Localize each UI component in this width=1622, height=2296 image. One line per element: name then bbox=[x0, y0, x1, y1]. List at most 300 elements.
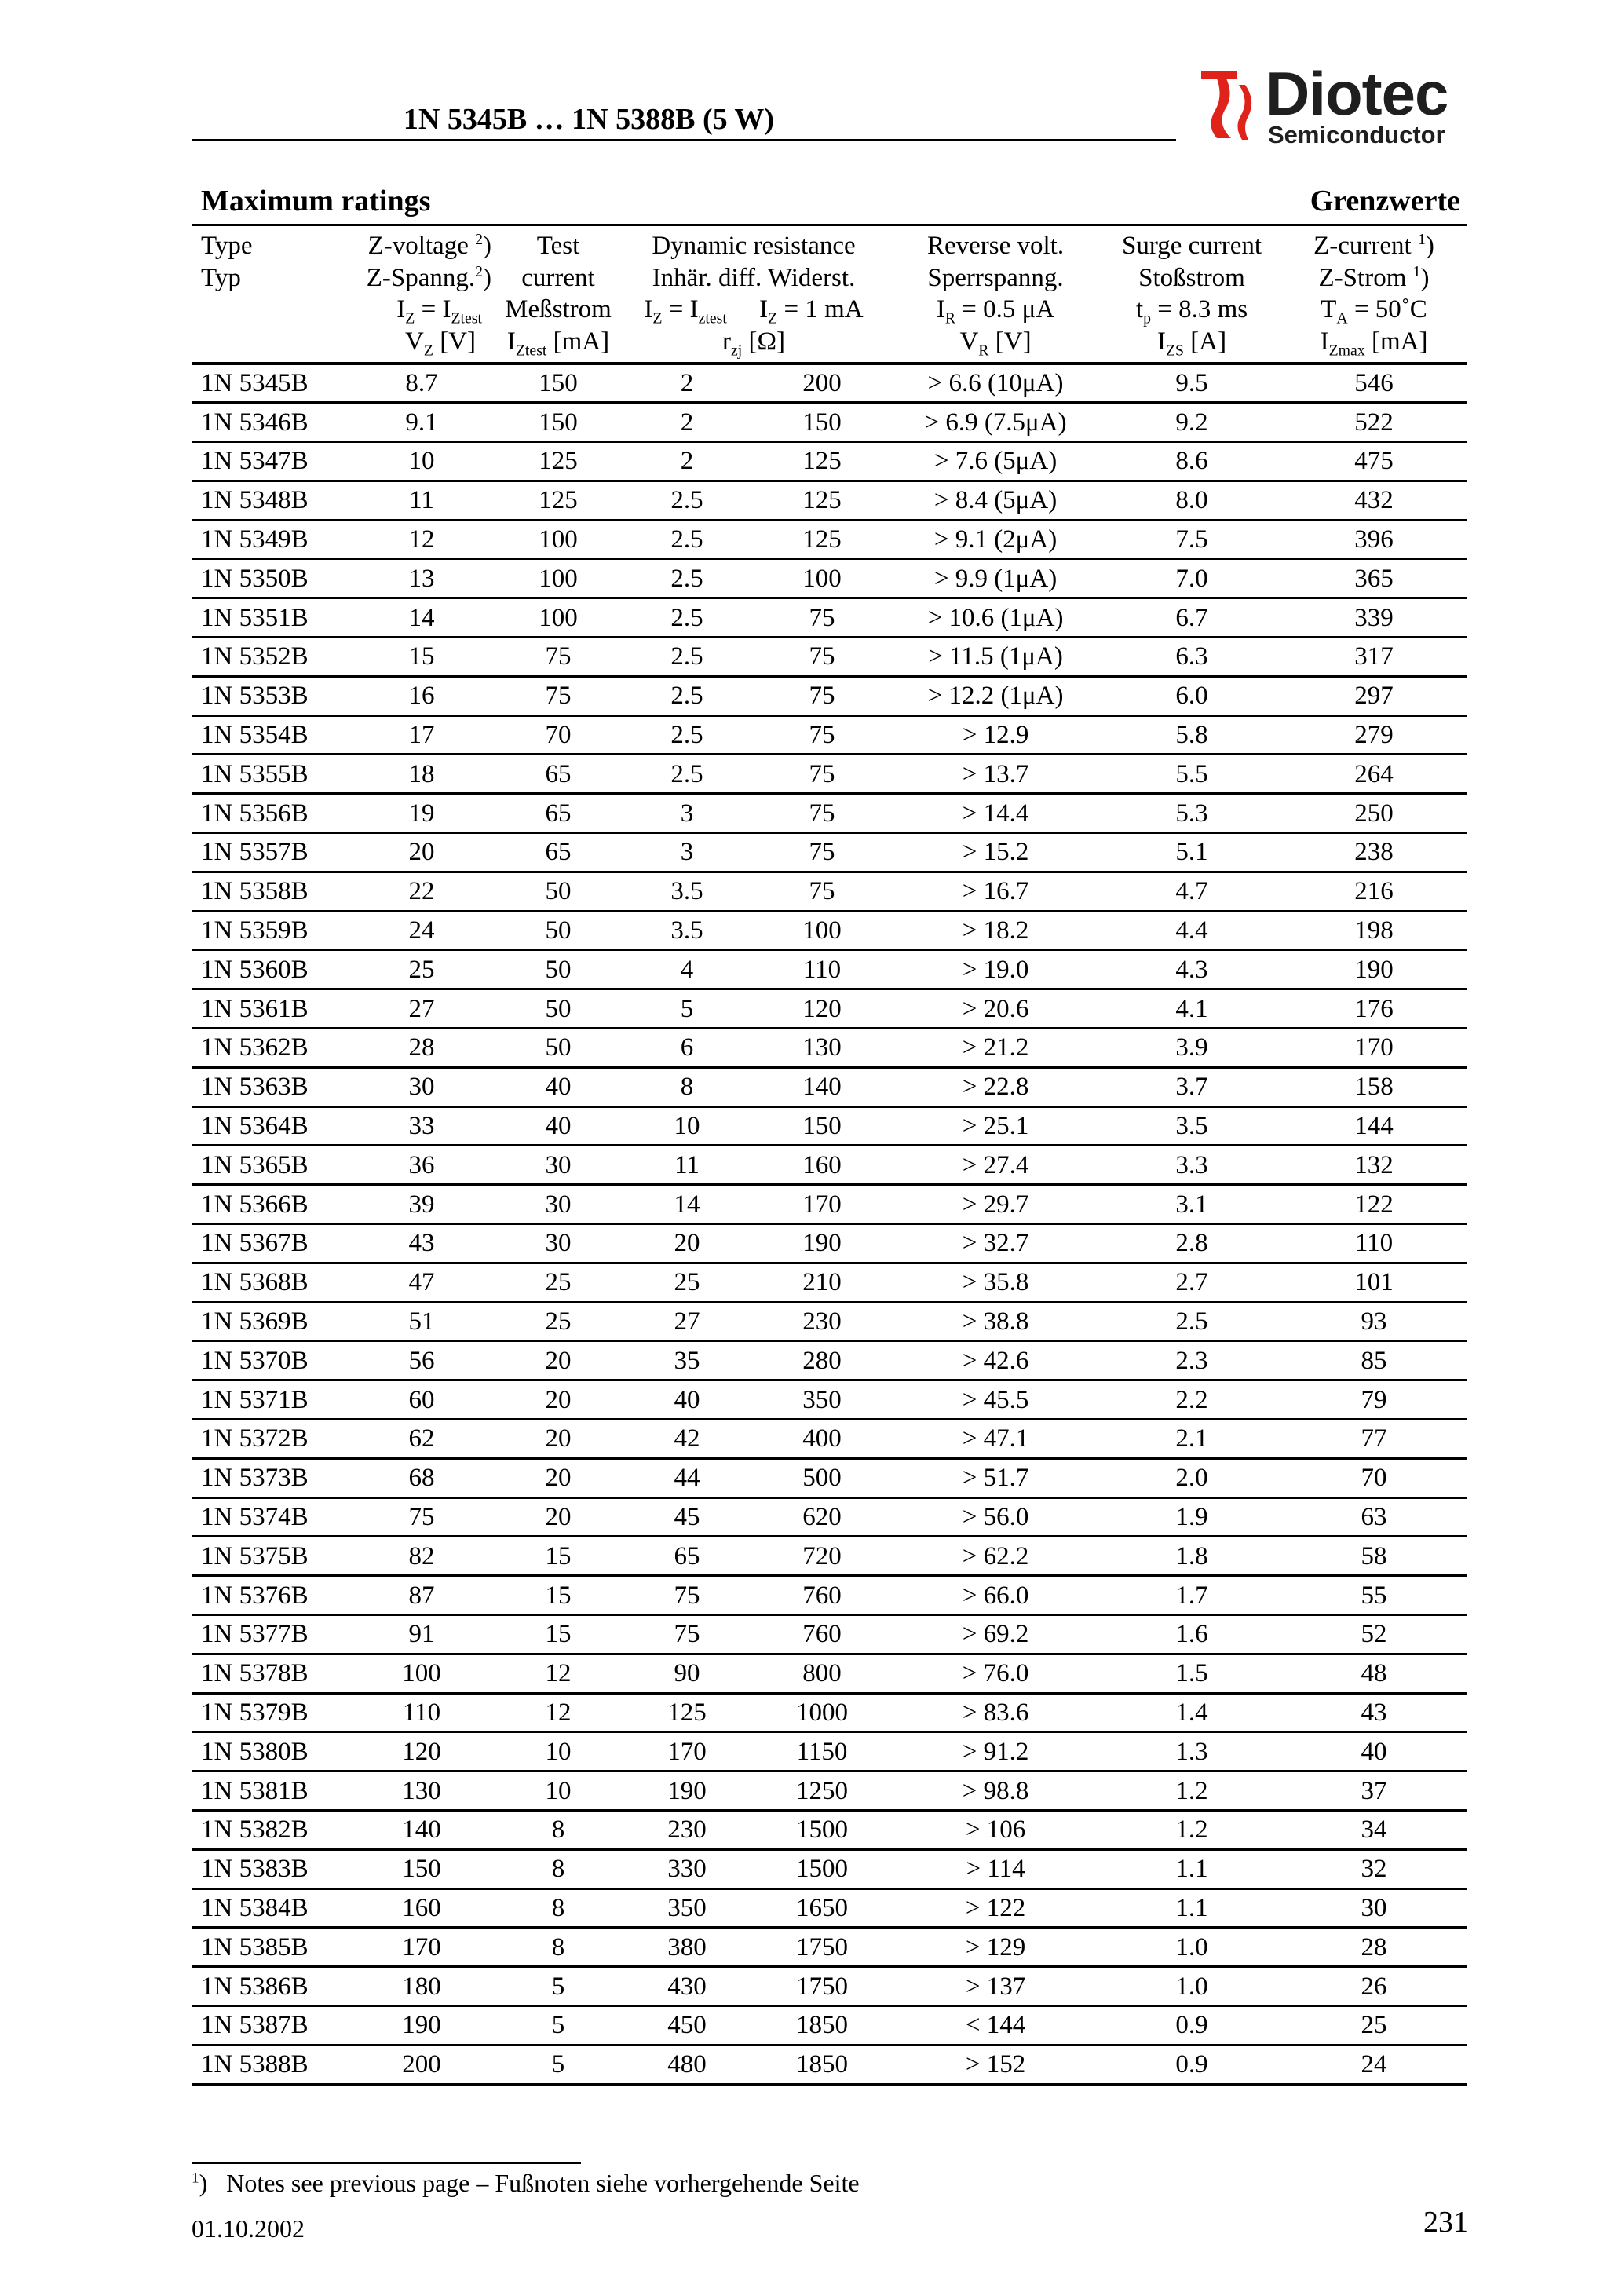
cell-surge-current: 5.8 bbox=[1175, 721, 1208, 750]
cell-test-current: 15 bbox=[545, 1541, 572, 1570]
cell-type: 1N 5380B bbox=[201, 1737, 309, 1766]
cell-reverse-voltage: > 66.0 bbox=[962, 1581, 1029, 1610]
cell-type: 1N 5352B bbox=[201, 642, 309, 671]
cell-test-current: 100 bbox=[539, 564, 578, 593]
cell-rz-ztest: 75 bbox=[674, 1581, 700, 1610]
cell-rz-1ma: 620 bbox=[802, 1503, 842, 1531]
cell-rz-ztest: 330 bbox=[667, 1855, 707, 1884]
ratings-table bbox=[192, 227, 1467, 2086]
cell-type: 1N 5370B bbox=[201, 1346, 309, 1375]
cell-rz-ztest: 42 bbox=[674, 1424, 700, 1453]
cell-surge-current: 9.2 bbox=[1175, 408, 1208, 437]
cell-reverse-voltage: > 137 bbox=[965, 1972, 1026, 2001]
cell-type: 1N 5387B bbox=[201, 2011, 309, 2040]
cell-z-voltage: 17 bbox=[408, 721, 435, 750]
cell-rz-1ma: 230 bbox=[802, 1307, 842, 1336]
cell-rz-1ma: 350 bbox=[802, 1385, 842, 1414]
cell-reverse-voltage: > 91.2 bbox=[962, 1737, 1029, 1766]
table-row bbox=[192, 1341, 1467, 1380]
cell-rz-ztest: 20 bbox=[674, 1229, 700, 1258]
cell-surge-current: 7.0 bbox=[1175, 564, 1208, 593]
table-row bbox=[192, 1106, 1467, 1146]
cell-z-current: 475 bbox=[1354, 447, 1394, 476]
cell-z-voltage: 110 bbox=[402, 1698, 441, 1727]
cell-z-current: 30 bbox=[1361, 1893, 1387, 1922]
cell-surge-current: 2.3 bbox=[1175, 1346, 1208, 1375]
cell-z-voltage: 16 bbox=[408, 682, 435, 711]
cell-z-current: 24 bbox=[1361, 2050, 1387, 2079]
cell-surge-current: 1.2 bbox=[1175, 1815, 1208, 1844]
cell-rz-ztest: 350 bbox=[667, 1893, 707, 1922]
cell-reverse-voltage: > 76.0 bbox=[962, 1659, 1029, 1688]
cell-z-current: 55 bbox=[1361, 1581, 1387, 1610]
cell-z-voltage: 120 bbox=[402, 1737, 441, 1766]
cell-rz-ztest: 75 bbox=[674, 1620, 700, 1649]
cell-reverse-voltage: > 47.1 bbox=[962, 1424, 1029, 1453]
cell-test-current: 5 bbox=[551, 1972, 565, 2001]
cell-z-current: 238 bbox=[1354, 838, 1394, 867]
cell-reverse-voltage: > 6.9 (7.5μA) bbox=[924, 408, 1067, 437]
cell-test-current: 12 bbox=[545, 1659, 572, 1688]
cell-rz-ztest: 8 bbox=[680, 1073, 694, 1102]
cell-z-voltage: 28 bbox=[408, 1033, 435, 1062]
cell-z-voltage: 22 bbox=[408, 877, 435, 906]
cell-surge-current: 1.3 bbox=[1175, 1737, 1208, 1766]
cell-type: 1N 5381B bbox=[201, 1776, 309, 1805]
cell-test-current: 8 bbox=[551, 1855, 565, 1884]
table-row bbox=[192, 1067, 1467, 1106]
cell-rz-1ma: 75 bbox=[809, 682, 835, 711]
cell-test-current: 50 bbox=[545, 994, 572, 1023]
cell-z-voltage: 60 bbox=[408, 1385, 435, 1414]
cell-test-current: 20 bbox=[545, 1346, 572, 1375]
cell-rz-ztest: 25 bbox=[674, 1268, 700, 1297]
cell-rz-1ma: 120 bbox=[802, 994, 842, 1023]
cell-z-voltage: 47 bbox=[408, 1268, 435, 1297]
cell-z-current: 158 bbox=[1354, 1073, 1394, 1102]
cell-test-current: 50 bbox=[545, 955, 572, 984]
table-row bbox=[192, 1458, 1467, 1497]
cell-reverse-voltage: < 144 bbox=[965, 2011, 1026, 2040]
table-row bbox=[192, 1029, 1467, 1068]
cell-surge-current: 0.9 bbox=[1175, 2050, 1208, 2079]
cell-type: 1N 5347B bbox=[201, 447, 309, 476]
cell-test-current: 10 bbox=[545, 1737, 572, 1766]
cell-reverse-voltage: > 122 bbox=[965, 1893, 1026, 1922]
cell-type: 1N 5360B bbox=[201, 955, 309, 984]
cell-surge-current: 6.7 bbox=[1175, 603, 1208, 632]
cell-rz-1ma: 720 bbox=[802, 1541, 842, 1570]
cell-rz-1ma: 75 bbox=[809, 838, 835, 867]
cell-z-current: 26 bbox=[1361, 1972, 1387, 2001]
cell-rz-ztest: 230 bbox=[667, 1815, 707, 1844]
cell-z-current: 250 bbox=[1354, 799, 1394, 828]
footnote-rule bbox=[192, 2162, 581, 2164]
cell-reverse-voltage: > 38.8 bbox=[962, 1307, 1029, 1336]
cell-type: 1N 5373B bbox=[201, 1464, 309, 1493]
cell-z-current: 43 bbox=[1361, 1698, 1387, 1727]
cell-surge-current: 5.3 bbox=[1175, 799, 1208, 828]
cell-type: 1N 5348B bbox=[201, 486, 309, 515]
cell-z-voltage: 87 bbox=[408, 1581, 435, 1610]
cell-z-current: 170 bbox=[1354, 1033, 1394, 1062]
cell-surge-current: 1.5 bbox=[1175, 1659, 1208, 1688]
cell-rz-ztest: 480 bbox=[667, 2050, 707, 2079]
cell-type: 1N 5365B bbox=[201, 1150, 309, 1179]
cell-test-current: 40 bbox=[545, 1073, 572, 1102]
cell-type: 1N 5345B bbox=[201, 369, 309, 398]
cell-rz-1ma: 800 bbox=[802, 1659, 842, 1688]
cell-z-current: 546 bbox=[1354, 369, 1394, 398]
cell-rz-ztest: 27 bbox=[674, 1307, 700, 1336]
table-row bbox=[192, 833, 1467, 872]
cell-z-voltage: 25 bbox=[408, 955, 435, 984]
cell-z-current: 198 bbox=[1354, 916, 1394, 945]
cell-z-current: 279 bbox=[1354, 721, 1394, 750]
cell-surge-current: 3.5 bbox=[1175, 1112, 1208, 1141]
cell-type: 1N 5356B bbox=[201, 799, 309, 828]
cell-z-voltage: 160 bbox=[402, 1893, 441, 1922]
cell-surge-current: 0.9 bbox=[1175, 2011, 1208, 2040]
cell-type: 1N 5364B bbox=[201, 1112, 309, 1141]
cell-rz-ztest: 2 bbox=[680, 408, 694, 437]
cell-type: 1N 5374B bbox=[201, 1503, 309, 1531]
table-row bbox=[192, 794, 1467, 833]
cell-surge-current: 2.0 bbox=[1175, 1464, 1208, 1493]
cell-reverse-voltage: > 114 bbox=[966, 1855, 1025, 1884]
cell-type: 1N 5350B bbox=[201, 564, 309, 593]
cell-z-voltage: 170 bbox=[402, 1932, 441, 1961]
cell-rz-ztest: 65 bbox=[674, 1541, 700, 1570]
table-row bbox=[192, 1967, 1467, 2006]
table-row bbox=[192, 1497, 1467, 1537]
cell-type: 1N 5367B bbox=[201, 1229, 309, 1258]
cell-z-current: 93 bbox=[1361, 1307, 1387, 1336]
cell-rz-ztest: 10 bbox=[674, 1112, 700, 1141]
cell-z-current: 52 bbox=[1361, 1620, 1387, 1649]
cell-rz-1ma: 760 bbox=[802, 1620, 842, 1649]
table-row bbox=[192, 2045, 1467, 2084]
cell-reverse-voltage: > 16.7 bbox=[962, 877, 1029, 906]
table-row bbox=[192, 1693, 1467, 1732]
cell-test-current: 8 bbox=[551, 1932, 565, 1961]
cell-reverse-voltage: > 21.2 bbox=[962, 1033, 1029, 1062]
cell-reverse-voltage: > 12.2 (1μA) bbox=[927, 682, 1064, 711]
cell-rz-1ma: 1850 bbox=[796, 2011, 848, 2040]
cell-test-current: 30 bbox=[545, 1150, 572, 1179]
cell-z-current: 297 bbox=[1354, 682, 1394, 711]
table-row bbox=[192, 911, 1467, 950]
cell-rz-1ma: 75 bbox=[809, 603, 835, 632]
cell-z-current: 77 bbox=[1361, 1424, 1387, 1453]
header-z-current: Z-current $^1$) Z-Strom $^1$) $T_A$ = 50˚C $I_{Zmax}$ [mA] bbox=[1313, 231, 1434, 360]
cell-z-current: 132 bbox=[1354, 1150, 1394, 1179]
cell-reverse-voltage: > 98.8 bbox=[962, 1776, 1029, 1805]
cell-surge-current: 3.7 bbox=[1175, 1073, 1208, 1102]
cell-reverse-voltage: > 56.0 bbox=[962, 1503, 1029, 1531]
cell-reverse-voltage: > 106 bbox=[965, 1815, 1026, 1844]
header-reverse-voltage: Reverse volt. Sperrspanng. $I_R = 0.5$ μA $V_R$ [V] bbox=[926, 232, 1065, 360]
table-row bbox=[192, 676, 1467, 715]
cell-rz-ztest: 450 bbox=[667, 2011, 707, 2040]
table-row bbox=[192, 403, 1467, 442]
cell-z-current: 365 bbox=[1354, 564, 1394, 593]
cell-reverse-voltage: > 19.0 bbox=[962, 955, 1029, 984]
cell-surge-current: 1.2 bbox=[1175, 1776, 1208, 1805]
table-row bbox=[192, 1537, 1467, 1576]
cell-z-voltage: 75 bbox=[408, 1503, 435, 1531]
cell-z-current: 34 bbox=[1361, 1815, 1387, 1844]
cell-reverse-voltage: > 18.2 bbox=[962, 916, 1029, 945]
cell-test-current: 25 bbox=[545, 1307, 572, 1336]
table-row bbox=[192, 1654, 1467, 1693]
cell-type: 1N 5351B bbox=[201, 603, 309, 632]
cell-rz-ztest: 2.5 bbox=[670, 721, 703, 750]
cell-z-voltage: 10 bbox=[408, 447, 435, 476]
cell-rz-ztest: 2 bbox=[680, 447, 694, 476]
cell-z-current: 48 bbox=[1361, 1659, 1387, 1688]
cell-z-voltage: 19 bbox=[408, 799, 435, 828]
cell-reverse-voltage: > 7.6 (5μA) bbox=[933, 447, 1058, 476]
cell-rz-ztest: 14 bbox=[674, 1190, 700, 1219]
table-row bbox=[192, 1224, 1467, 1263]
cell-z-current: 85 bbox=[1361, 1346, 1387, 1375]
cell-z-current: 28 bbox=[1361, 1932, 1387, 1961]
cell-z-voltage: 190 bbox=[402, 2011, 441, 2040]
cell-rz-ztest: 2.5 bbox=[670, 603, 703, 632]
cell-rz-ztest: 2.5 bbox=[670, 759, 703, 788]
cell-surge-current: 7.5 bbox=[1175, 525, 1208, 554]
cell-rz-1ma: 75 bbox=[809, 799, 835, 828]
cell-test-current: 100 bbox=[539, 603, 578, 632]
document-title: 1N 5345B … 1N 5388B (5 W) bbox=[403, 103, 775, 136]
table-row bbox=[192, 1420, 1467, 1459]
cell-type: 1N 5359B bbox=[201, 916, 309, 945]
cell-rz-1ma: 500 bbox=[802, 1464, 842, 1493]
logo-subtitle: Semiconductor bbox=[1268, 121, 1445, 148]
cell-z-voltage: 27 bbox=[408, 994, 435, 1023]
cell-rz-ztest: 3 bbox=[680, 799, 694, 828]
cell-type: 1N 5384B bbox=[201, 1893, 309, 1922]
cell-surge-current: 8.0 bbox=[1175, 486, 1208, 515]
cell-rz-1ma: 125 bbox=[802, 486, 842, 515]
cell-rz-1ma: 760 bbox=[802, 1581, 842, 1610]
cell-rz-1ma: 1650 bbox=[796, 1893, 848, 1922]
table-row bbox=[192, 559, 1467, 598]
cell-reverse-voltage: > 9.1 (2μA) bbox=[933, 525, 1058, 554]
cell-rz-ztest: 2.5 bbox=[670, 486, 703, 515]
cell-z-current: 190 bbox=[1354, 955, 1394, 984]
cell-surge-current: 1.1 bbox=[1175, 1893, 1208, 1922]
cell-rz-ztest: 190 bbox=[667, 1776, 707, 1805]
cell-test-current: 20 bbox=[545, 1385, 572, 1414]
table-row bbox=[192, 364, 1467, 403]
cell-surge-current: 4.7 bbox=[1175, 877, 1208, 906]
cell-rz-ztest: 125 bbox=[667, 1698, 707, 1727]
cell-type: 1N 5383B bbox=[201, 1855, 309, 1884]
cell-z-voltage: 33 bbox=[408, 1112, 435, 1141]
table-row bbox=[192, 1576, 1467, 1615]
table-row bbox=[192, 950, 1467, 989]
cell-surge-current: 1.6 bbox=[1175, 1620, 1208, 1649]
cell-reverse-voltage: > 14.4 bbox=[962, 799, 1029, 828]
cell-type: 1N 5379B bbox=[201, 1698, 309, 1727]
cell-z-voltage: 9.1 bbox=[405, 408, 438, 437]
cell-rz-1ma: 1750 bbox=[796, 1932, 848, 1961]
cell-rz-ztest: 6 bbox=[680, 1033, 694, 1062]
cell-surge-current: 2.1 bbox=[1175, 1424, 1208, 1453]
cell-test-current: 10 bbox=[545, 1776, 572, 1805]
cell-test-current: 20 bbox=[545, 1464, 572, 1493]
table-row bbox=[192, 1380, 1467, 1420]
cell-z-current: 144 bbox=[1354, 1112, 1394, 1141]
cell-type: 1N 5368B bbox=[201, 1268, 309, 1297]
cell-surge-current: 6.0 bbox=[1175, 682, 1208, 711]
cell-z-current: 522 bbox=[1354, 408, 1394, 437]
cell-z-voltage: 43 bbox=[408, 1229, 435, 1258]
table-row bbox=[192, 1302, 1467, 1341]
cell-rz-1ma: 75 bbox=[809, 721, 835, 750]
cell-test-current: 8 bbox=[551, 1893, 565, 1922]
cell-test-current: 30 bbox=[545, 1190, 572, 1219]
cell-surge-current: 1.1 bbox=[1175, 1855, 1208, 1884]
cell-surge-current: 4.1 bbox=[1175, 994, 1208, 1023]
table-row bbox=[192, 1185, 1467, 1224]
table-row bbox=[192, 1615, 1467, 1654]
cell-rz-ztest: 3.5 bbox=[670, 877, 703, 906]
cell-reverse-voltage: > 32.7 bbox=[962, 1229, 1029, 1258]
cell-test-current: 25 bbox=[545, 1268, 572, 1297]
cell-reverse-voltage: > 22.8 bbox=[962, 1073, 1029, 1102]
cell-z-voltage: 100 bbox=[402, 1659, 441, 1688]
cell-surge-current: 1.7 bbox=[1175, 1581, 1208, 1610]
table-top-rule bbox=[192, 224, 1467, 226]
cell-rz-1ma: 1500 bbox=[796, 1855, 848, 1884]
cell-surge-current: 2.7 bbox=[1175, 1268, 1208, 1297]
cell-rz-1ma: 190 bbox=[802, 1229, 842, 1258]
cell-type: 1N 5349B bbox=[201, 525, 309, 554]
cell-surge-current: 4.3 bbox=[1175, 955, 1208, 984]
cell-rz-1ma: 1750 bbox=[796, 1972, 848, 2001]
table-row bbox=[192, 1810, 1467, 1849]
cell-rz-ztest: 45 bbox=[674, 1503, 700, 1531]
cell-rz-1ma: 210 bbox=[802, 1268, 842, 1297]
cell-reverse-voltage: > 51.7 bbox=[962, 1464, 1029, 1493]
cell-test-current: 75 bbox=[545, 682, 572, 711]
footer-date: 01.10.2002 bbox=[192, 2214, 305, 2243]
cell-rz-1ma: 1250 bbox=[796, 1776, 848, 1805]
cell-reverse-voltage: > 9.9 (1μA) bbox=[933, 564, 1058, 593]
cell-surge-current: 2.5 bbox=[1175, 1307, 1208, 1336]
cell-type: 1N 5375B bbox=[201, 1541, 309, 1570]
cell-surge-current: 1.8 bbox=[1175, 1541, 1208, 1570]
cell-type: 1N 5377B bbox=[201, 1620, 309, 1649]
cell-type: 1N 5369B bbox=[201, 1307, 309, 1336]
cell-reverse-voltage: > 42.6 bbox=[962, 1346, 1029, 1375]
cell-type: 1N 5371B bbox=[201, 1385, 309, 1414]
cell-reverse-voltage: > 27.4 bbox=[962, 1150, 1029, 1179]
cell-test-current: 70 bbox=[545, 721, 572, 750]
cell-z-voltage: 36 bbox=[408, 1150, 435, 1179]
table-row bbox=[192, 1928, 1467, 1967]
table-row bbox=[192, 989, 1467, 1029]
cell-z-voltage: 15 bbox=[408, 642, 435, 671]
cell-z-voltage: 82 bbox=[408, 1541, 435, 1570]
cell-rz-1ma: 150 bbox=[802, 1112, 842, 1141]
cell-rz-1ma: 1000 bbox=[796, 1698, 848, 1727]
cell-type: 1N 5382B bbox=[201, 1815, 309, 1844]
header-dynamic-resistance: Dynamic resistance Inhär. diff. Widerst. $I_Z = I_{ztest}$ $I_Z = 1$ mA $r_{zj}$ [Ω] bbox=[644, 232, 864, 360]
page-number: 231 bbox=[1423, 2206, 1468, 2239]
table-row bbox=[192, 598, 1467, 638]
cell-type: 1N 5346B bbox=[201, 408, 309, 437]
cell-type: 1N 5388B bbox=[201, 2050, 309, 2079]
cell-z-current: 216 bbox=[1354, 877, 1394, 906]
table-row bbox=[192, 1849, 1467, 1888]
cell-z-voltage: 13 bbox=[408, 564, 435, 593]
table-row bbox=[192, 1263, 1467, 1302]
cell-type: 1N 5358B bbox=[201, 877, 309, 906]
cell-test-current: 150 bbox=[539, 369, 578, 398]
cell-rz-ztest: 3 bbox=[680, 838, 694, 867]
cell-z-voltage: 18 bbox=[408, 759, 435, 788]
cell-test-current: 75 bbox=[545, 642, 572, 671]
cell-z-current: 25 bbox=[1361, 2011, 1387, 2040]
table-row bbox=[192, 638, 1467, 677]
cell-z-current: 396 bbox=[1354, 525, 1394, 554]
cell-rz-ztest: 170 bbox=[667, 1737, 707, 1766]
table-row bbox=[192, 872, 1467, 911]
cell-rz-ztest: 2.5 bbox=[670, 525, 703, 554]
cell-test-current: 30 bbox=[545, 1229, 572, 1258]
cell-rz-1ma: 160 bbox=[802, 1150, 842, 1179]
cell-rz-ztest: 4 bbox=[680, 955, 694, 984]
cell-surge-current: 1.0 bbox=[1175, 1932, 1208, 1961]
table-row bbox=[192, 1732, 1467, 1771]
cell-test-current: 40 bbox=[545, 1112, 572, 1141]
cell-rz-ztest: 2 bbox=[680, 369, 694, 398]
cell-rz-ztest: 44 bbox=[674, 1464, 700, 1493]
section-title-en: Maximum ratings bbox=[201, 185, 431, 218]
cell-test-current: 65 bbox=[545, 838, 572, 867]
cell-z-voltage: 140 bbox=[402, 1815, 441, 1844]
cell-test-current: 12 bbox=[545, 1698, 572, 1727]
diotec-logo bbox=[1193, 61, 1476, 148]
cell-rz-1ma: 170 bbox=[802, 1190, 842, 1219]
table-row bbox=[192, 520, 1467, 559]
header-type: Type Typ bbox=[201, 232, 253, 292]
cell-rz-ztest: 3.5 bbox=[670, 916, 703, 945]
cell-z-voltage: 20 bbox=[408, 838, 435, 867]
table-body bbox=[192, 364, 1467, 2084]
cell-rz-1ma: 1850 bbox=[796, 2050, 848, 2079]
cell-type: 1N 5385B bbox=[201, 1932, 309, 1961]
cell-rz-ztest: 40 bbox=[674, 1385, 700, 1414]
header-rule bbox=[192, 139, 1176, 141]
cell-surge-current: 9.5 bbox=[1175, 369, 1208, 398]
cell-z-current: 101 bbox=[1354, 1268, 1394, 1297]
cell-test-current: 125 bbox=[539, 447, 578, 476]
cell-test-current: 5 bbox=[551, 2011, 565, 2040]
cell-z-voltage: 91 bbox=[408, 1620, 435, 1649]
cell-surge-current: 5.5 bbox=[1175, 759, 1208, 788]
cell-rz-ztest: 35 bbox=[674, 1346, 700, 1375]
cell-surge-current: 2.8 bbox=[1175, 1229, 1208, 1258]
header-z-voltage: Z-voltage $^2$) Z-Spanng.$^2$) $I_Z = I_{Ztest}$ $V_Z$ [V] bbox=[366, 231, 491, 360]
cell-test-current: 5 bbox=[551, 2050, 565, 2079]
cell-z-voltage: 68 bbox=[408, 1464, 435, 1493]
cell-test-current: 150 bbox=[539, 408, 578, 437]
